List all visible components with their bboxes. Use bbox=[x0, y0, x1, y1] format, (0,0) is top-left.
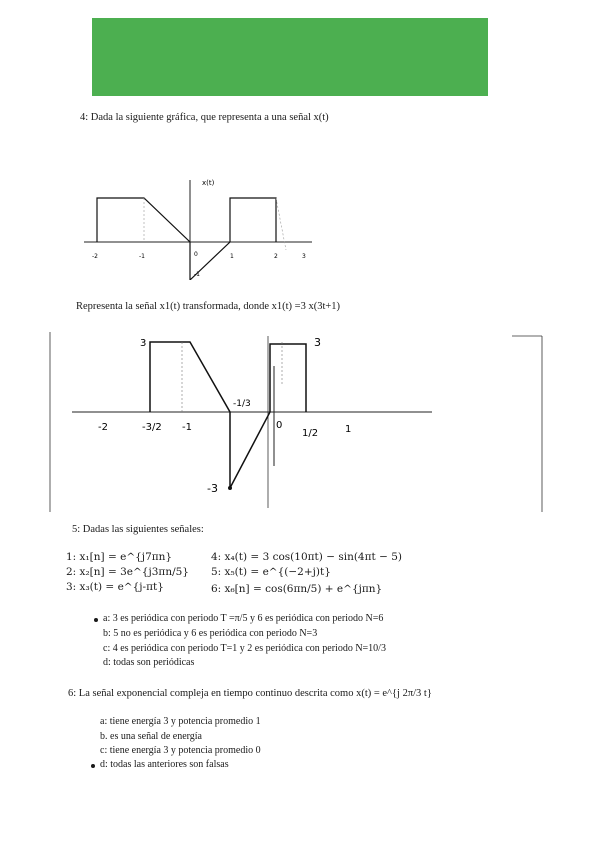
x-tick: -2 bbox=[92, 253, 98, 260]
q5-option-d[interactable]: d: todas son periódicas bbox=[103, 657, 195, 668]
answer-bullet bbox=[94, 618, 98, 622]
q6-option-b[interactable]: b. es una señal de energía bbox=[100, 731, 202, 742]
x-tick: 2 bbox=[274, 253, 278, 260]
question-5-title: 5: Dadas las siguientes señales: bbox=[72, 524, 204, 535]
x-tick: 1 bbox=[230, 253, 234, 260]
y-label-right: 3 bbox=[314, 336, 321, 349]
signal-5: 5: x₅(t) = e^{(−2+j)t} bbox=[211, 566, 331, 578]
signal-6: 6: x₆[n] = cos(6πn/5) + e^{jπn} bbox=[211, 583, 383, 595]
x-tick: -1 bbox=[182, 422, 192, 433]
x-tick: 3 bbox=[302, 253, 306, 260]
answer-bullet bbox=[91, 764, 95, 768]
graph-x1-of-t bbox=[42, 326, 562, 516]
signal-2: 2: x₂[n] = 3e^{j3πn/5} bbox=[66, 566, 189, 578]
signal-4: 4: x₄(t) = 3 cos(10πt) − sin(4πt − 5) bbox=[211, 551, 402, 563]
x-tick: 0 bbox=[276, 420, 283, 431]
midpoint-label: -1/3 bbox=[233, 399, 251, 409]
y-axis-label: x(t) bbox=[202, 179, 215, 187]
q5-option-b[interactable]: b: 5 no es periódica y 6 es periódica con periodo N=3 bbox=[103, 628, 318, 639]
y-label-bottom: -3 bbox=[207, 482, 218, 495]
minimum-point bbox=[228, 486, 232, 490]
signal-1: 1: x₁[n] = e^{j7πn} bbox=[66, 551, 173, 563]
green-banner bbox=[92, 18, 488, 96]
graph-x-of-t bbox=[80, 170, 320, 280]
x-tick: -2 bbox=[98, 422, 108, 433]
q6-option-a[interactable]: a: tiene energía 3 y potencia promedio 1 bbox=[100, 716, 261, 727]
y-label-left: 3 bbox=[140, 338, 147, 349]
x-tick: 0 bbox=[194, 251, 198, 258]
signal-x1-of-t bbox=[150, 342, 306, 488]
x-tick: -3/2 bbox=[142, 422, 162, 433]
signal-3: 3: x₃(t) = e^{j-πt} bbox=[66, 581, 164, 593]
q5-option-c[interactable]: c: 4 es periódica con periodo T=1 y 2 es periódica con periodo N=10/3 bbox=[103, 643, 386, 654]
transform-instruction: Representa la señal x1(t) transformada, donde x1(t) =3 x(3t+1) bbox=[76, 301, 341, 312]
x-tick: 1 bbox=[345, 424, 352, 435]
question-6-title: 6: La señal exponencial compleja en tiempo continuo descrita como x(t) = e^{j 2π/3 t} bbox=[68, 688, 432, 699]
x-tick: 1/2 bbox=[302, 428, 319, 439]
q6-option-d[interactable]: d: todas las anteriores son falsas bbox=[100, 759, 229, 770]
question-4-title: 4: Dada la siguiente gráfica, que representa a una señal x(t) bbox=[80, 112, 329, 123]
q5-option-a[interactable]: a: 3 es periódica con periodo T =π/5 y 6 es periódica con periodo N=6 bbox=[103, 613, 384, 624]
q6-option-c[interactable]: c: tiene energía 3 y potencia promedio 0 bbox=[100, 745, 261, 756]
y-value-label: -1 bbox=[194, 271, 200, 278]
signal-x-of-t bbox=[97, 198, 276, 280]
x-tick: -1 bbox=[139, 253, 145, 260]
